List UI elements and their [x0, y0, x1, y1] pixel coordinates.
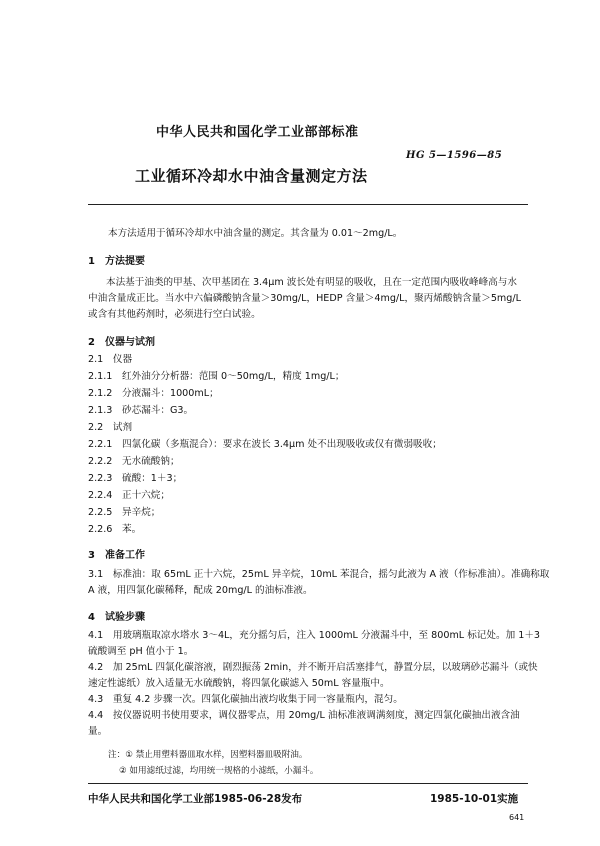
section-3-line: A 液，用四氯化碳稀释，配成 20mg/L 的油标准液。	[88, 585, 313, 596]
section-2-item: 2.2.6 苯。	[88, 524, 142, 535]
effective-date: 1985-10-01实施	[430, 793, 519, 805]
section-4-line: 4.4 按仪器说明书使用要求，调仪器零点，用 20mg/L 油标准液调满刻度，测定四氯化碳抽出液含油	[88, 710, 520, 721]
section-2-item: 2.1.3 砂芯漏斗：G3。	[88, 405, 194, 416]
section-4-line: 量。	[88, 726, 108, 737]
section-2-item: 2.2.3 硫酸：1＋3；	[88, 473, 183, 484]
note-1: 注：① 禁止用塑料器皿取水样，因塑料器皿吸附油。	[108, 750, 308, 760]
section-1-heading: 1 方法提要	[88, 256, 145, 267]
section-3-heading: 3 准备工作	[88, 550, 145, 561]
section-2-item: 2.1.1 红外油分分析器：范围 0～50mg/L，精度 1mg/L；	[88, 371, 345, 382]
section-2-item: 2.2.4 正十六烷；	[88, 490, 170, 501]
section-2-item: 2.1 仪器	[88, 354, 133, 365]
scope-paragraph: 本方法适用于循环冷却水中油含量的测定。其含量为 0.01～2mg/L。	[108, 228, 403, 239]
section-2-item: 2.2.5 异辛烷；	[88, 507, 161, 518]
section-4-line: 4.2 加 25mL 四氯化碳溶液，剧烈振荡 2min，并不断开启活塞排气，静置分层，以玻璃砂芯漏斗（或快	[88, 662, 538, 673]
note-2: ② 如用滤纸过滤，均用统一规格的小滤纸，小漏斗。	[119, 766, 319, 776]
section-4-line: 硫酸调至 pH 值小于 1。	[88, 646, 194, 657]
section-3-line: 3.1 标准油：取 65mL 正十六烷，25mL 异辛烷，10mL 苯混合，摇匀此液为 A 液（作标准油）。准确称取	[88, 569, 550, 580]
section-4-line: 速定性滤纸）放入适量无水硫酸钠，将四氯化碳滤入 50mL 容量瓶中。	[88, 678, 390, 689]
organization-standard: 中华人民共和国化学工业部部标准	[156, 125, 359, 140]
section-2-heading: 2 仪器与试剂	[88, 337, 155, 348]
section-4-heading: 4 试验步骤	[88, 612, 145, 623]
footer-divider	[88, 783, 528, 784]
section-4-line: 4.1 用玻璃瓶取凉水塔水 3～4L，充分摇匀后，注入 1000mL 分液漏斗中，至 800mL 标记处。加 1＋3	[88, 630, 541, 641]
header-divider	[88, 204, 528, 205]
document-title: 工业循环冷却水中油含量测定方法	[135, 167, 368, 185]
page-number: 641	[509, 813, 525, 822]
section-2-item: 2.1.2 分液漏斗：1000mL；	[88, 388, 219, 399]
section-1-line: 本法基于油类的甲基、次甲基团在 3.4μm 波长处有明显的吸收，且在一定范围内吸收峰峰高与水	[106, 277, 517, 288]
section-2-item: 2.2.2 无水硫酸钠；	[88, 456, 180, 467]
section-1-line: 中油含量成正比。当水中六偏磷酸钠含量＞30mg/L，HEDP 含量＞4mg/L，聚丙烯酸钠含量＞5mg/L	[88, 293, 521, 304]
section-2-item: 2.2 试剂	[88, 422, 133, 433]
section-4-line: 4.3 重复 4.2 步骤一次。四氯化碳抽出液均收集于同一容量瓶内，混匀。	[88, 694, 403, 705]
standard-number: HG 5—1596—85	[406, 150, 503, 161]
section-2-item: 2.2.1 四氯化碳（多瓶混合）：要求在波长 3.4μm 处不出现吸收或仅有微弱吸收；	[88, 439, 442, 450]
issue-date: 中华人民共和国化学工业部1985-06-28发布	[88, 793, 303, 805]
section-1-line: 或含有其他药剂时，必须进行空白试验。	[88, 309, 261, 320]
